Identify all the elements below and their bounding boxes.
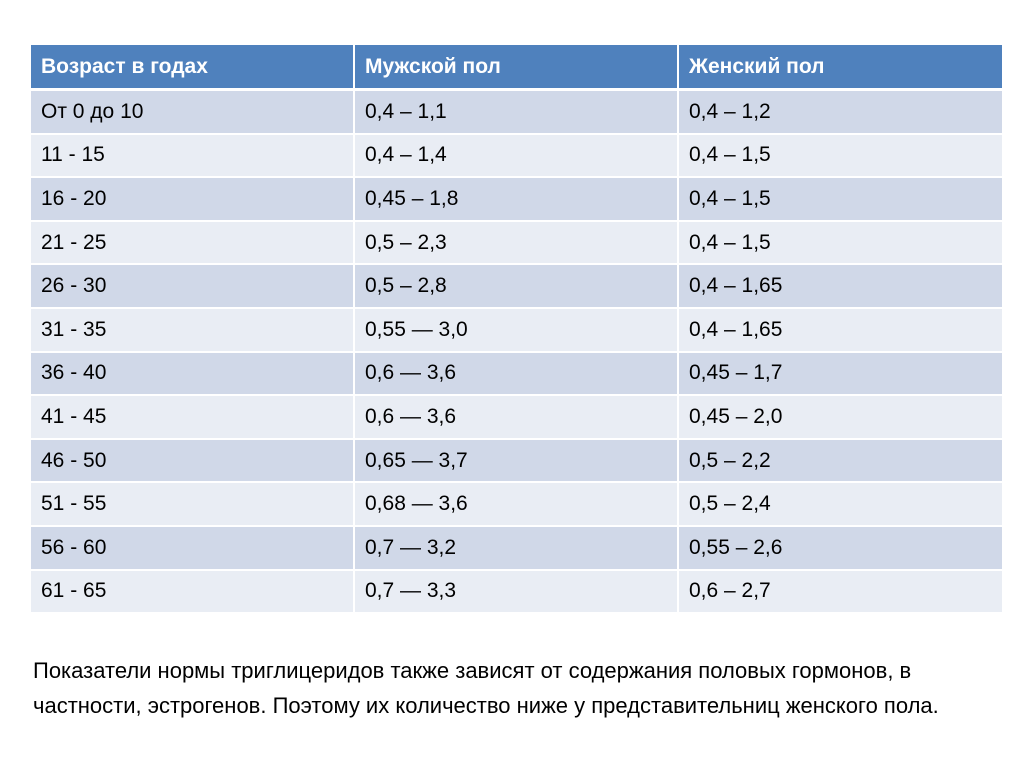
cell-male: 0,65 — 3,7 [354,439,678,483]
cell-female: 0,4 – 1,5 [678,177,1002,221]
table-row [31,482,1002,526]
cell-female: 0,4 – 1,5 [678,134,1002,178]
table-row [31,570,1002,614]
column-header-age: Возраст в годах [31,45,354,90]
table-row [31,221,1002,265]
table-row [31,134,1002,178]
cell-female: 0,5 – 2,2 [678,439,1002,483]
cell-age: 51 - 55 [31,482,354,526]
cell-age: 26 - 30 [31,264,354,308]
cell-female: 0,4 – 1,5 [678,221,1002,265]
cell-age: От 0 до 10 [31,90,354,134]
cell-female: 0,5 – 2,4 [678,482,1002,526]
table-row [31,177,1002,221]
table-row [31,90,1002,134]
triglyceride-norms-table [31,45,1002,614]
cell-age: 61 - 65 [31,570,354,614]
table-row [31,395,1002,439]
cell-male: 0,5 – 2,8 [354,264,678,308]
cell-age: 16 - 20 [31,177,354,221]
cell-age: 31 - 35 [31,308,354,352]
cell-male: 0,7 — 3,3 [354,570,678,614]
table-header-row [31,45,1002,90]
column-header-male: Мужской пол [354,45,678,90]
cell-age: 56 - 60 [31,526,354,570]
cell-female: 0,4 – 1,65 [678,308,1002,352]
cell-male: 0,4 – 1,4 [354,134,678,178]
cell-male: 0,68 — 3,6 [354,482,678,526]
cell-male: 0,6 — 3,6 [354,395,678,439]
table-row [31,526,1002,570]
cell-age: 46 - 50 [31,439,354,483]
cell-female: 0,6 – 2,7 [678,570,1002,614]
cell-female: 0,4 – 1,65 [678,264,1002,308]
table-row [31,264,1002,308]
table-row [31,439,1002,483]
cell-female: 0,4 – 1,2 [678,90,1002,134]
cell-age: 36 - 40 [31,352,354,396]
cell-age: 41 - 45 [31,395,354,439]
explanation-text: Показатели нормы триглицеридов также зависят от содержания половых гормонов, в частности, эстрогенов. Поэтому их количество ниже у представительниц женского пола. [33,658,939,718]
column-header-female: Женский пол [678,45,1002,90]
cell-male: 0,45 – 1,8 [354,177,678,221]
cell-male: 0,4 – 1,1 [354,90,678,134]
cell-male: 0,7 — 3,2 [354,526,678,570]
cell-age: 21 - 25 [31,221,354,265]
cell-female: 0,45 – 2,0 [678,395,1002,439]
cell-age: 11 - 15 [31,134,354,178]
cell-female: 0,55 – 2,6 [678,526,1002,570]
cell-male: 0,6 — 3,6 [354,352,678,396]
cell-female: 0,45 – 1,7 [678,352,1002,396]
table-row [31,308,1002,352]
cell-male: 0,55 — 3,0 [354,308,678,352]
cell-male: 0,5 – 2,3 [354,221,678,265]
table-row [31,352,1002,396]
